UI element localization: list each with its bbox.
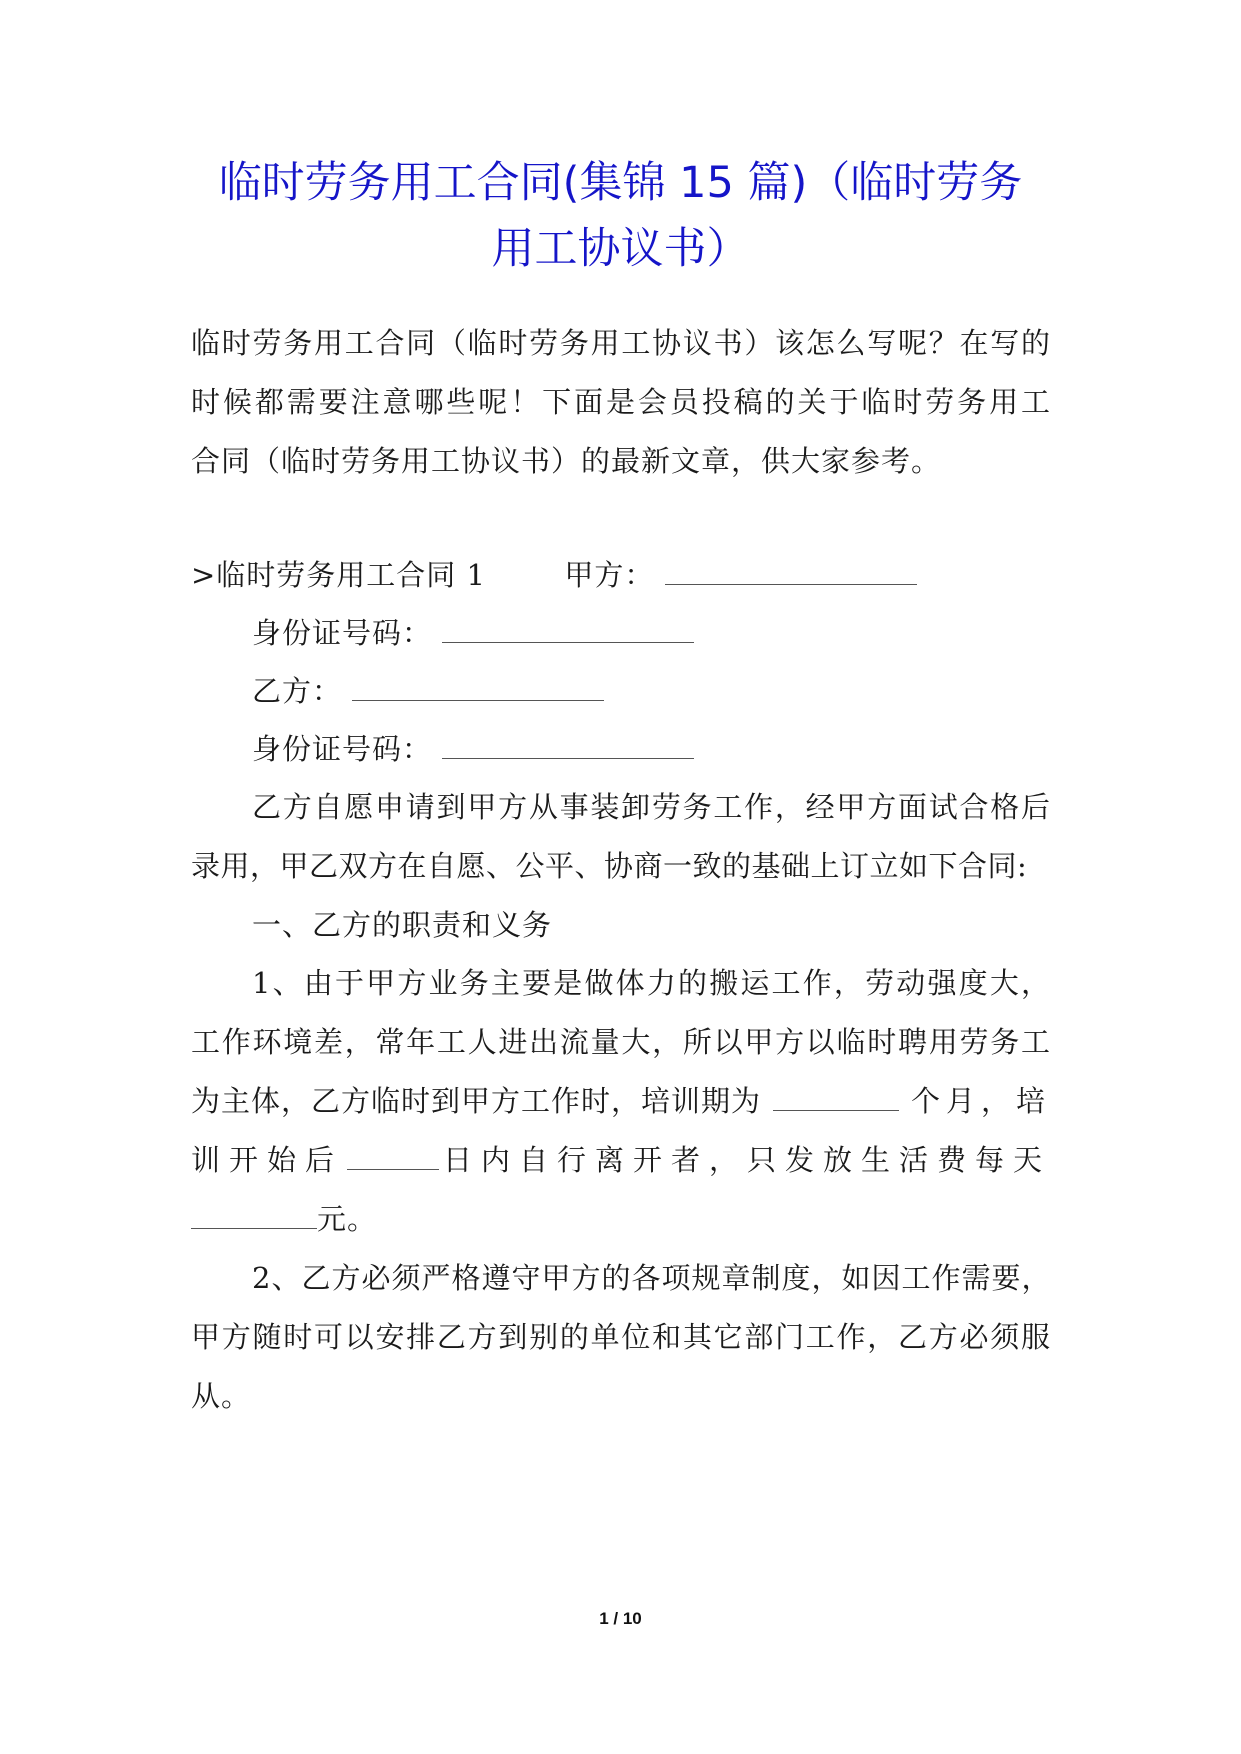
para1-line-2: 录用，甲乙双方在自愿、公平、协商一致的基础上订立如下合同:: [191, 849, 1028, 883]
id-label-1: 身份证号码：: [252, 616, 433, 650]
party-b-blank: [352, 676, 604, 701]
document-title: [150, 150, 1091, 282]
party-b-label: 乙方：: [252, 674, 343, 708]
party-b-row: [252, 669, 1112, 710]
title-line-1: 临时劳务用工合同(集锦 15 篇)（临时劳务: [218, 158, 1023, 208]
item1-line-4-a: 训开始后: [191, 1143, 344, 1177]
item1-line-4: [191, 1138, 1051, 1179]
item1-line-5-b: 元。: [317, 1202, 378, 1236]
para1-line-1: 乙方自愿申请到甲方从事装卸劳务工作，经甲方面试合格后: [252, 790, 1051, 824]
item1-line-5: [191, 1197, 1051, 1238]
id-label-2: 身份证号码：: [252, 732, 433, 766]
clause-heading: 一、乙方的职责和义务: [252, 908, 553, 942]
intro-line-3: 合同（临时劳务用工协议书）的最新文章，供大家参考。: [191, 444, 942, 478]
id-blank-2: [442, 734, 694, 759]
training-period-blank: [773, 1086, 899, 1111]
section-heading-row: [191, 553, 1051, 594]
item1-line-1: 1、由于甲方业务主要是做体力的搬运工作，劳动强度大，: [252, 966, 1051, 1000]
daily-allowance-blank: [191, 1204, 317, 1229]
item1-line-4-b: 日内自行离开者，只发放生活费每天: [442, 1143, 1051, 1177]
section-heading: >临时劳务用工合同 1: [191, 558, 486, 592]
item1-line-3: [191, 1079, 1051, 1120]
id-blank-1: [442, 618, 694, 643]
id-row-2: [252, 727, 1112, 768]
item1-line-3-a: 为主体，乙方临时到甲方工作时，培训期为: [191, 1084, 762, 1118]
item2-line-2: 甲方随时可以安排乙方到别的单位和其它部门工作，乙方必须服: [191, 1320, 1051, 1354]
item1-line-2: 工作环境差，常年工人进出流量大，所以甲方以临时聘用劳务工: [191, 1025, 1051, 1059]
page-number: 1 / 10: [599, 1609, 642, 1628]
intro-line-2: 时候都需要注意哪些呢！下面是会员投稿的关于临时劳务用工: [191, 385, 1051, 419]
item2-line-3: 从。: [191, 1379, 252, 1413]
id-row-1: [252, 611, 1112, 652]
days-blank: [347, 1145, 439, 1170]
intro-line-1: 临时劳务用工合同（临时劳务用工协议书）该怎么写呢？在写的: [191, 326, 1051, 360]
item2-line-1: 2、乙方必须严格遵守甲方的各项规章制度，如因工作需要，: [252, 1261, 1052, 1295]
title-line-2: 用工协议书）: [491, 224, 750, 274]
party-a-label: 甲方：: [564, 558, 655, 592]
item1-line-3-b: 个月，培: [910, 1084, 1051, 1118]
party-a-blank: [665, 560, 917, 585]
